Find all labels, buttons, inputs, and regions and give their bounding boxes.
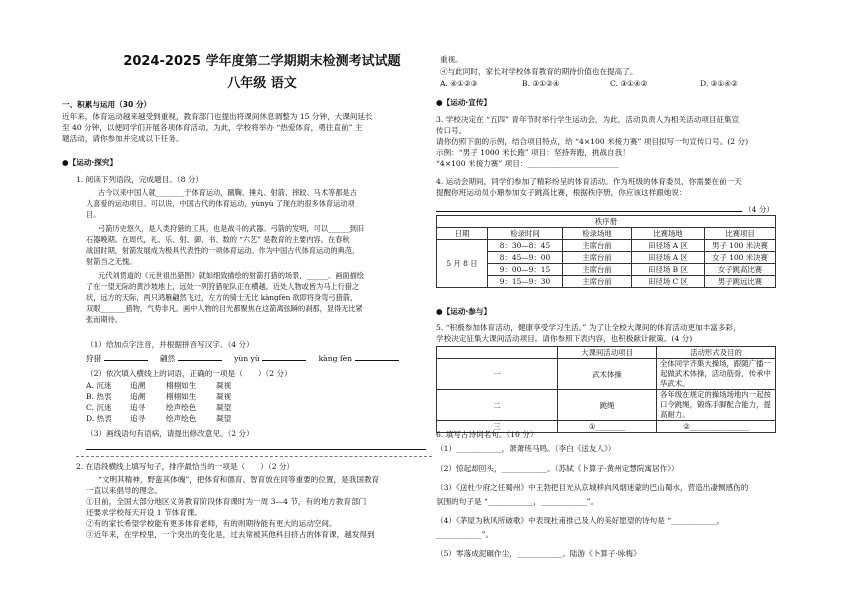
table-cell: 男子 100 米决赛 [705,240,776,252]
q5-line: 5. “积极参加体育活动，健康享受学习生活。” 为了让全校大课间的体育活动更加丰富多彩， [436,323,741,332]
pinyin-word: 翩然 [160,354,176,363]
answer-blank[interactable] [355,352,399,361]
poem-line[interactable]: （4）《茅屋为秋风所破歌》中表现杜甫推己及人的美好愿望的诗句是 “____________， [436,516,725,525]
q2-line: “文明其精神，野蛮其体魄”，把体育和德育、智育放在同等重要的位置，是我国教育 [98,475,380,484]
question-1-1: （1）给加点字注音，并根据拼音写汉字。（4 分） [86,340,254,349]
poem-blanks [436,442,776,561]
question-1-3: （3）画线语句有语病，请提出修改意见。（2 分） [86,429,254,438]
poem-line[interactable]: （1）____________，萧萧班马鸣。（李白《送友人》） [436,444,616,453]
question-4 [436,176,776,198]
poem-line: （3）《送杜少府之任蜀州》中王勃把目光从京城移向风烟迷蒙的巴山蜀水，营造出凄恻感伤的 [436,483,749,492]
promo-heading: ●【运动·宣传】 [436,98,492,107]
answer-blank[interactable] [178,352,222,361]
table-header: 检录场地 [563,228,632,240]
choice-option[interactable]: B. 热衷 追溯 栩栩如生 凝视 [86,392,232,401]
reading-passage [86,187,432,325]
choice-list [86,380,454,424]
option-d[interactable]: D. ③①④② [700,79,738,88]
passage-line: 人喜爱的运动项目。可以说，中国古代的体育运动，yùnyù 了现在的很多体育运动项 [86,199,355,208]
q2-line: 一直以来倡导的理念。 [86,486,162,495]
table-header [437,347,558,359]
choice-option[interactable]: D. 热衷 追寻 绘声绘色 凝望 [86,414,232,423]
question-6: 6. 填写古诗词名句。（10 分） [436,430,538,439]
divider [76,456,432,457]
passage-line: 古今以来中国人就________于体育运动，蹴鞠、捶丸、射箭、摔跤、马术等都是古 [98,188,357,197]
activity-number: 三 [437,421,558,433]
activity-desc-blank[interactable]: ②________________ [657,421,776,433]
passage-line: 弓箭历史悠久，是人类狩猎的工具，也是战斗的武器。弓箭的发明，可以______到旧 [98,224,364,233]
table-cell: 9：15—9：30 [488,276,563,288]
pinyin-word: kàng fèn [318,354,353,363]
table-cell: 田径场 B 区 [632,264,705,276]
q3-line: “4×100 米接力赛” 项目：________________________ [436,159,619,168]
schedule-table [436,215,776,288]
question-1: 1. 阅读下列语段，完成题目。（8 分） [76,175,204,184]
answer-blank[interactable] [262,352,306,361]
table-cell: 主席台前 [563,264,632,276]
passage-line: 目。 [86,210,101,219]
pinyin-answer-row [86,352,454,364]
passage-line: 石器晚期。在周代，礼、乐、射、御、书、数的 “六艺” 是教育的主要内容。在春秋 [86,235,350,244]
passage-line: 射箭当之无愧。 [86,257,137,266]
table-header: 日期 [437,228,488,240]
section-heading: 一、积累与运用（30 分） [62,100,152,109]
table-cell: 主席台前 [563,252,632,264]
page-subtitle: 八年级 语文 [227,76,297,91]
table-cell: 男子跳远比赛 [705,276,776,288]
option-a[interactable]: A. ④①②③ [440,79,478,88]
poem-line[interactable]: （2）惊起却回头，____________。（苏轼《卜算子·黄州定慧院寓居作》） [436,463,679,473]
activity-desc: 全体同学齐集大操场，跟随广播一起做武术体操，活动筋骨，传承中华武术。 [657,359,776,390]
table-cell: 8：45—9：00 [488,252,563,264]
q2-line: ③近年来，在学校里，一个突出的变化是，过去常被其他科目挤占的体育课，越发得到 [86,530,375,539]
question-3 [436,114,776,169]
q4-line: 提醒你班运动员小珊参加女子跳高比赛，根据秩序册，你应该这样跟她说： [436,188,687,197]
q2-options [440,78,776,89]
intro-paragraph [62,111,430,144]
q2-item-4: ④与此同时，家长对学校体育教育的期待价值也在提高了。 [440,67,638,76]
activity-table [436,346,776,433]
table-cell: 主席台前 [563,276,632,288]
passage-line: 状，远方的天际，两只鸿雁翩然飞过，左方的骑士无比 kàngfèn 欲即将身弯弓猎箭， [86,293,358,302]
q3-line: 3. 学校决定在 “五四” 青年节时举行学生运动会，为此，活动负责人为相关活动项目征集宣 [436,115,740,124]
table-header: 活动形式及目的 [657,347,776,359]
poem-line[interactable]: ____________”。 [436,529,494,539]
q3-line: 请你仿照下面的示例，结合项目特点，给 “4×100 米接力赛” 项目拟写一句宣传口号。(2 分) [436,137,749,146]
passage-line: 张而期待。 [86,315,122,324]
activity-desc: 各年级在规定的操场场地内一起按口令跳绳，锻炼手脚配合能力，提高耐力。 [657,390,776,421]
choice-option[interactable]: A. 沉迷 追溯 栩栩如生 凝视 [86,381,232,390]
q2-line: 还要求学校每天开设 1 节体育课。 [86,508,202,517]
left-column [62,0,430,608]
q5-line: 学校决定征集大课间活动项目。请你参照下表内容，也积极献计献策。(4 分) [436,334,693,343]
q2-line: ①目前，全国大部分地区义务教育阶段体育课时为一周 3—4 节，有的地方教育部门 [86,497,367,506]
pinyin-word: 狩猎 [86,354,102,363]
q2-line: ②有的家长希望学校能有更多体育老师，有的则期待能有更大的运动空间。 [86,519,337,528]
intro-line: 题活动，请你参加并完成以下任务。 [62,134,184,143]
table-cell: 田径场 A 区 [632,252,705,264]
table-cell: 8：30—8：45 [488,240,563,252]
activity-item: 跳绳 [558,390,657,421]
table-cell: 田径场 C 区 [632,276,705,288]
table-cell: 主席台前 [563,240,632,252]
q4-score: （4 分） [744,205,775,214]
question-2-text [86,474,432,540]
passage-line: 双眼_______猎物，气势非凡。画中人物的目光都聚焦在这箭离弦瞬的刹那，显得无比紧 [86,304,363,313]
table-cell: 女子 100 米决赛 [705,252,776,264]
explore-heading: ●【运动·探究】 [62,158,118,167]
question-5 [436,322,776,344]
passage-line: 战国时期，射箭发展成为极具代表性的一项体育运动。作为中国古代体育运动的典范， [86,246,360,255]
activity-number: 二 [437,390,558,421]
answer-line[interactable] [436,211,742,212]
page-title: 2024-2025 学年度第二学期期末检测考试试题 [123,54,401,69]
poem-line[interactable]: （5）零落成泥碾作尘，____________。陆游《卜算子·咏梅》 [436,549,641,558]
q3-line: 传口号。 [436,126,467,135]
table-header: 比赛场地 [632,228,705,240]
answer-blank[interactable] [104,352,148,361]
passage-line: 元代刘贯道的《元世祖出猎图》就如细致描绘的射箭打猎的场景，______。画面描绘 [98,271,364,280]
poem-line[interactable]: 氛围的句子是 “____________，____________”。 [436,496,599,506]
activity-item: 武术体操 [558,359,657,390]
passage-line: 了在一望无际的黄沙坡地上，远处一列狩猎驼队正在横越，近处人物或皆为马上行猎之 [86,282,360,291]
answer-line[interactable] [86,449,426,450]
table-cell: 9：00—9：15 [488,264,563,276]
intro-line: 至 40 分钟，以便同学们开展各项体育活动。为此，学校将举办 “热爱体育，勇往直前” 主 [62,123,363,132]
schedule-caption: 秩序册 [437,216,776,228]
q4-line: 4. 运动会期间，同学们参加了精彩纷呈的体育活动。作为班级的体育委员，你需要在前一天 [436,177,742,186]
activity-item-blank[interactable]: ①________ [558,421,657,433]
schedule-date: 5 月 8 日 [437,240,488,288]
question-2: 2. 在语段横线上填写句子，排序最恰当的一项是（ ）（2 分） [76,462,295,471]
option-b[interactable]: B. ③①②④ [522,79,560,88]
option-c[interactable]: C. ③①④② [610,79,648,88]
table-header: 比赛项目 [705,228,776,240]
right-column [436,0,776,608]
q3-line: 示例：“男子 1000 米长跑” 项目：坚持奔跑，挑战自我！ [436,148,630,157]
pinyin-word: yùn yù [234,354,260,363]
join-heading: ●【运动·参与】 [436,307,492,316]
table-cell: 女子跳高比赛 [705,264,776,276]
activity-number: 一 [437,359,558,390]
table-header: 大课间活动项目 [558,347,657,359]
question-1-2: （2）依次填入横线上的词语，正确的一项是（ ）（2 分） [86,369,292,378]
q2-continuation: 重视。 [440,55,463,64]
intro-line: 近年来，体育运动越来越受到重视，教育部门也提出将课间休息调整为 15 分钟，大课间延长 [62,112,373,121]
table-header: 检录时间 [488,228,563,240]
choice-option[interactable]: C. 沉迷 追寻 绘声绘色 凝望 [86,403,232,412]
table-cell: 田径场 A 区 [632,240,705,252]
